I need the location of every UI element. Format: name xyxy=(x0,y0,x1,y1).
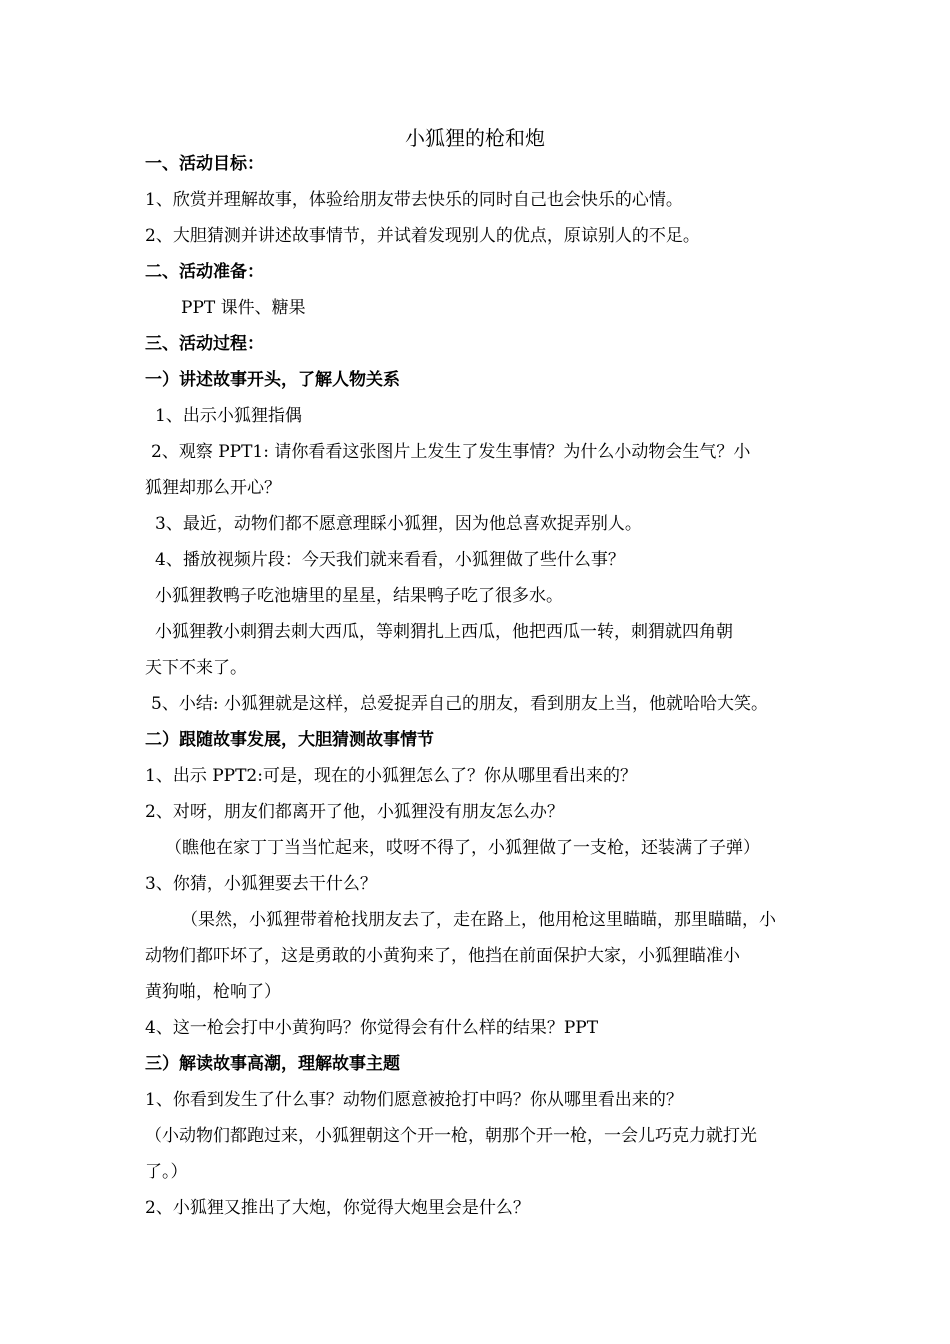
section-heading-preparation: 二、活动准备： xyxy=(145,262,264,282)
paragraph: 1、出示小狐狸指偶 xyxy=(155,406,302,426)
section-heading-goals: 一、活动目标： xyxy=(145,154,264,174)
paragraph: 3、你猜，小狐狸要去干什么？ xyxy=(145,874,377,894)
document-title: 小狐狸的枪和炮 xyxy=(405,126,545,150)
paragraph: （小动物们都跑过来，小狐狸朝这个开一枪，朝那个开一枪，一会儿巧克力就打光 xyxy=(145,1126,757,1146)
section-heading-process: 三、活动过程： xyxy=(145,334,264,354)
paragraph: 1、欣赏并理解故事，体验给朋友带去快乐的同时自己也会快乐的心情。 xyxy=(145,190,683,210)
subsection-heading-1: 一）讲述故事开头，了解人物关系 xyxy=(145,370,400,390)
paragraph: 1、你看到发生了什么事？动物们愿意被抢打中吗？你从哪里看出来的？ xyxy=(145,1090,683,1110)
paragraph: 1、出示 PPT2:可是，现在的小狐狸怎么了？你从哪里看出来的？ xyxy=(145,766,637,786)
paragraph: 了。） xyxy=(145,1162,188,1182)
paragraph: 2、对呀，朋友们都离开了他，小狐狸没有朋友怎么办？ xyxy=(145,802,564,822)
subsection-heading-2: 二）跟随故事发展，大胆猜测故事情节 xyxy=(145,730,434,750)
paragraph: PPT 课件、糖果 xyxy=(181,298,306,318)
paragraph: 小狐狸教鸭子吃池塘里的星星，结果鸭子吃了很多水。 xyxy=(155,586,563,606)
paragraph: 天下不来了。 xyxy=(145,658,247,678)
paragraph: 狐狸却那么开心？ xyxy=(145,478,281,498)
paragraph: 3、最近，动物们都不愿意理睬小狐狸，因为他总喜欢捉弄别人。 xyxy=(155,514,642,534)
paragraph: （果然，小狐狸带着枪找朋友去了，走在路上，他用枪这里瞄瞄，那里瞄瞄，小 xyxy=(181,910,776,930)
paragraph: 2、大胆猜测并讲述故事情节，并试着发现别人的优点，原谅别人的不足。 xyxy=(145,226,700,246)
paragraph: 4、这一枪会打中小黄狗吗？你觉得会有什么样的结果？PPT xyxy=(145,1018,599,1038)
paragraph: 4、播放视频片段：今天我们就来看看，小狐狸做了些什么事？ xyxy=(155,550,625,570)
document-body xyxy=(145,146,810,1226)
paragraph: 2、小狐狸又推出了大炮，你觉得大炮里会是什么？ xyxy=(145,1198,530,1218)
paragraph: 2、观察 PPT1: 请你看看这张图片上发生了发生事情？为什么小动物会生气？小 xyxy=(151,442,751,462)
subsection-heading-3: 三）解读故事高潮，理解故事主题 xyxy=(145,1054,400,1074)
paragraph: 5、小结: 小狐狸就是这样，总爱捉弄自己的朋友，看到朋友上当，他就哈哈大笑。 xyxy=(151,694,768,714)
paragraph: 黄狗啪，枪响了） xyxy=(145,982,281,1002)
paragraph: 小狐狸教小刺猬去刺大西瓜，等刺猬扎上西瓜，他把西瓜一转，刺猬就四角朝 xyxy=(155,622,733,642)
paragraph: （瞧他在家丁丁当当忙起来，哎呀不得了，小狐狸做了一支枪，还装满了子弹） xyxy=(165,838,760,858)
paragraph: 动物们都吓坏了，这是勇敢的小黄狗来了，他挡在前面保护大家，小狐狸瞄准小 xyxy=(145,946,740,966)
